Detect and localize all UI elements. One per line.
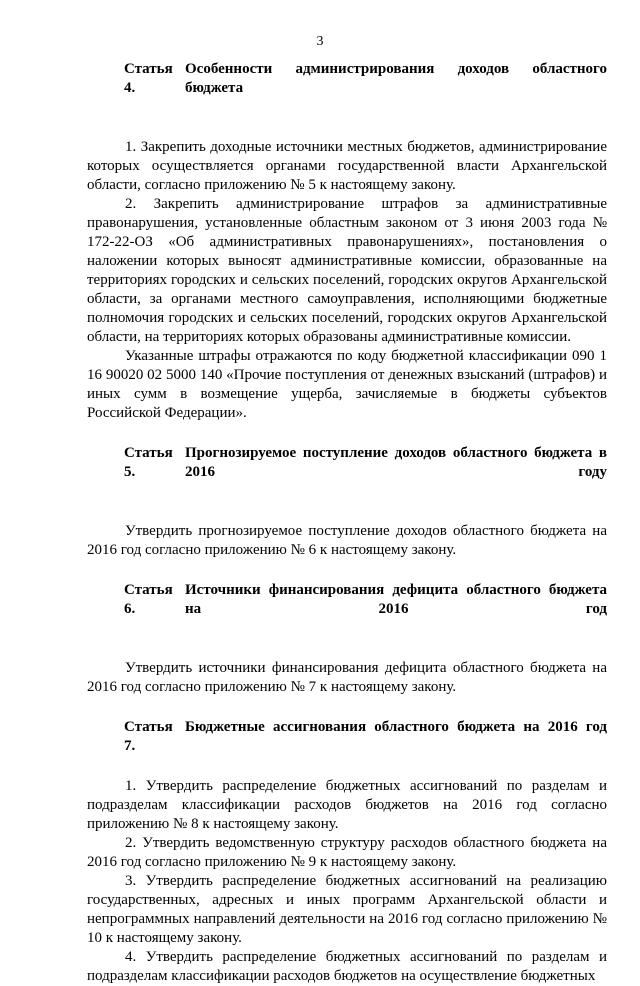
article-title: Прогнозируемое поступление доходов областного бюджета в 2016 году bbox=[185, 445, 607, 480]
article-number: Статья 7. bbox=[124, 719, 173, 754]
paragraph: 2. Закрепить администрирование штрафов за административные правонарушения, установленные областным законом от 3 июня 2003 года № 172-22-ОЗ «Об административных правонарушениях», постановления о наложении которых выносят административные комиссии, образованные на территориях городских и сельских поселений, городских округов Архангельской области, за органами местного самоуправления, исполняющими бюджетные полномочия городских и сельских поселений, городских округов Архангельской области, на территориях которых образованы административные комиссии. bbox=[87, 196, 607, 345]
article-4-body bbox=[87, 138, 607, 423]
paragraph: Утвердить прогнозируемое поступление доходов областного бюджета на 2016 год согласно приложению № 6 к настоящему закону. bbox=[87, 523, 607, 558]
article-6-body bbox=[87, 659, 607, 697]
paragraph: 4. Утвердить распределение бюджетных ассигнований по разделам и подразделам классификации расходов бюджетов на осуществление бюджетных bbox=[87, 949, 607, 984]
article-title: Бюджетные ассигнования областного бюджета на 2016 год bbox=[185, 719, 607, 735]
article-6-heading bbox=[87, 581, 607, 638]
article-number: Статья 5. bbox=[124, 445, 173, 480]
article-5-heading bbox=[87, 444, 607, 501]
article-title: Источники финансирования дефицита областного бюджета на 2016 год bbox=[185, 582, 607, 617]
paragraph: 3. Утвердить распределение бюджетных ассигнований на реализацию государственных, адресных и иных программ Архангельской области и непрограммных направлений деятельности на 2016 год согласно приложению № 10 к настоящему закону. bbox=[87, 873, 607, 946]
article-7-body bbox=[87, 777, 607, 986]
paragraph: Указанные штрафы отражаются по коду бюджетной классификации 090 1 16 90020 02 5000 140 «Прочие поступления от денежных взысканий (штрафов) и иных сумм в возмещение ущерба, зачисляемые в бюджеты субъектов Российской Федерации». bbox=[87, 348, 607, 421]
article-number: Статья 4. bbox=[124, 61, 173, 96]
paragraph: 2. Утвердить ведомственную структуру расходов областного бюджета на 2016 год согласно приложению № 9 к настоящему закону. bbox=[87, 835, 607, 870]
paragraph: Утвердить источники финансирования дефицита областного бюджета на 2016 год согласно приложению № 7 к настоящему закону. bbox=[87, 660, 607, 695]
paragraph: 1. Утвердить распределение бюджетных ассигнований по разделам и подразделам классификации расходов бюджетов на 2016 год согласно приложению № 8 к настоящему закону. bbox=[87, 778, 607, 832]
article-7-heading bbox=[87, 718, 607, 756]
article-4-heading bbox=[87, 60, 607, 117]
article-number: Статья 6. bbox=[124, 582, 173, 617]
document-body bbox=[87, 60, 607, 986]
paragraph: 1. Закрепить доходные источники местных бюджетов, администрирование которых осуществляется органами государственной власти Архангельской области, согласно приложению № 5 к настоящему закону. bbox=[87, 139, 607, 193]
article-title: Особенности администрирования доходов областного бюджета bbox=[185, 61, 607, 96]
article-5-body bbox=[87, 522, 607, 560]
page-number: 3 bbox=[316, 34, 324, 49]
